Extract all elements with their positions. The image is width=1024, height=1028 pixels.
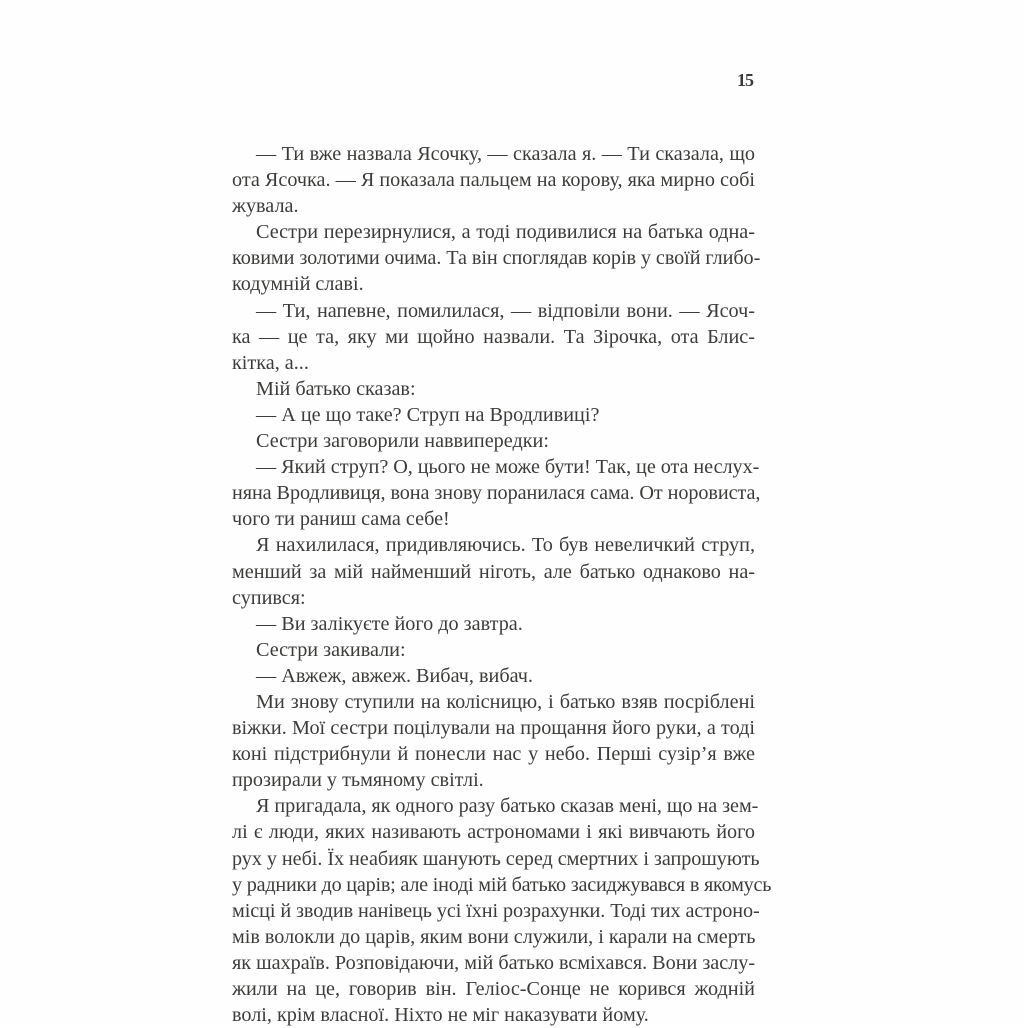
text-line: супився:	[232, 586, 306, 609]
text-line: — Ви залікуєте його до завтра.	[256, 612, 523, 635]
text-line: Ми знову ступили на колісницю, і батько взяв посріблені	[256, 690, 755, 713]
text-line: лі є люди, яких називають астрономами і які вивчають його	[232, 821, 755, 844]
text-line: ковими золотими очима. Та він споглядав корів у своїй глибо-	[232, 247, 761, 270]
text-line: кітка, а...	[232, 351, 309, 374]
text-line: Сестри закивали:	[256, 638, 406, 661]
text-line: як шахраїв. Розповідаючи, мій батько всміхався. Вони заслу-	[232, 951, 756, 974]
text-line: ота Ясочка. — Я показала пальцем на корову, яка мирно собі	[232, 169, 755, 192]
text-line: — Авжеж, авжеж. Вибач, вибач.	[256, 664, 533, 687]
text-line: ка — це та, яку ми щойно назвали. Та Зірочка, ота Блис-	[232, 325, 755, 348]
text-line: волі, крім власної. Ніхто не міг наказувати йому.	[232, 1004, 649, 1027]
text-line: — Який струп? О, цього не може бути! Так, це ота неслух-	[256, 456, 760, 479]
text-line: Сестри заговорили наввипередки:	[256, 430, 549, 453]
text-line: жувала.	[232, 195, 299, 218]
body-text	[232, 141, 772, 1028]
text-line: Сестри перезирнулися, а тоді подивилися на батька одна-	[256, 221, 755, 244]
text-line: віжки. Мої сестри поцілували на прощання його руки, а тоді	[232, 717, 755, 740]
text-line: рух у небі. Їх неабияк шанують серед смертних і запрошують	[232, 847, 760, 870]
text-line: Я нахилилася, придивляючись. То був невеличкий струп,	[256, 534, 755, 557]
text-line: жили на це, говорив він. Геліос-Сонце не корився жодній	[232, 978, 755, 1000]
text-line: чого ти раниш сама себе!	[232, 508, 450, 531]
text-line: мів волокли до царів, яким вони служили, і карали на смерть	[232, 925, 756, 948]
text-line: у радники до царів; але іноді мій батько засиджувався в якомусь	[232, 873, 772, 896]
text-line: Я пригадала, як одного разу батько сказав мені, що на зем-	[256, 795, 759, 818]
text-line: — Ти, напевне, помилилася, — відповіли вони. — Ясоч-	[256, 299, 755, 322]
text-line: менший за мій найменший ніготь, але батько однаково на-	[232, 560, 755, 583]
page-number: 15	[737, 70, 753, 90]
text-line: — Ти вже назвала Ясочку, — сказала я. — Ти сказала, що	[256, 143, 755, 165]
text-line: коні підстрибнули й понесли нас у небо. Перші сузір’я вже	[232, 743, 755, 766]
text-line: Мій батько сказав:	[256, 377, 416, 400]
text-line: няна Вродливиця, вона знову поранилася сама. От норовиста,	[232, 482, 761, 505]
text-line: — А це що таке? Струп на Вродливиці?	[256, 403, 600, 426]
text-line: кодумній славі.	[232, 273, 364, 296]
text-line: місці й зводив нанівець усі їхні розрахунки. Тоді тих астроно-	[232, 899, 760, 922]
text-line: прозирали у тьмяному світлі.	[232, 769, 484, 792]
